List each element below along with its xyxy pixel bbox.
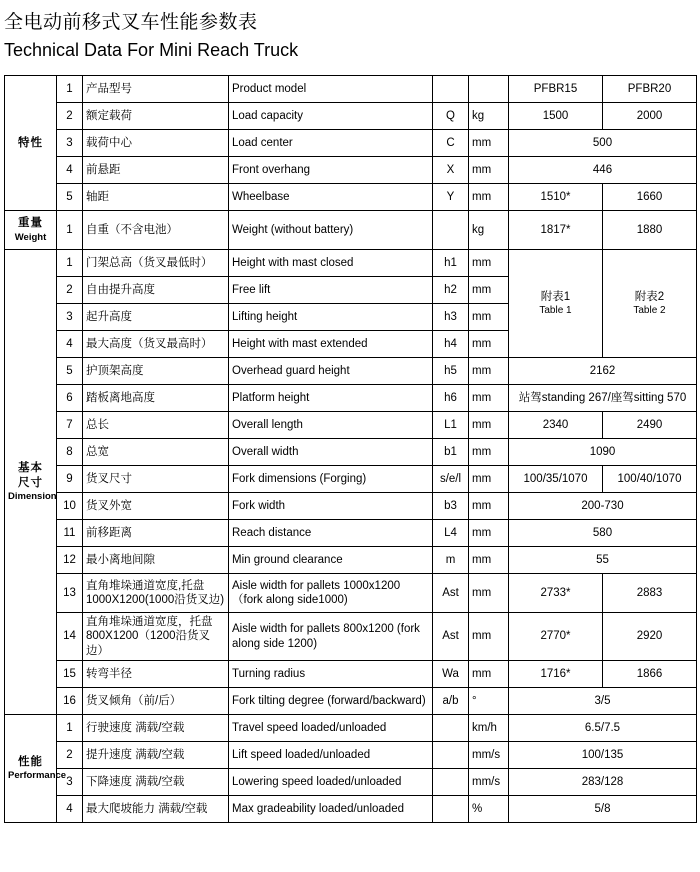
table-row — [5, 547, 697, 574]
row-label-en: Product model — [229, 76, 433, 103]
row-unit: mm — [469, 547, 509, 574]
row-number: 6 — [57, 385, 83, 412]
table-ref-1-cn: 附表1 — [540, 290, 571, 303]
row-number: 13 — [57, 574, 83, 613]
value-model-1: 2733* — [509, 574, 603, 613]
row-label-cn: 直角堆垛通道宽度，托盘800X1200（1200沿货叉边） — [83, 613, 229, 661]
row-number: 10 — [57, 493, 83, 520]
row-unit: mm — [469, 493, 509, 520]
row-number: 1 — [57, 250, 83, 277]
value-model-2: 1880 — [603, 211, 697, 250]
value-shared: 3/5 — [509, 688, 697, 715]
row-label-cn: 踏板离地高度 — [83, 385, 229, 412]
row-label-cn: 行驶速度 满载/空载 — [83, 715, 229, 742]
value-model-2: 2490 — [603, 412, 697, 439]
row-unit: mm — [469, 613, 509, 661]
row-label-cn: 轴距 — [83, 184, 229, 211]
value-shared: 2162 — [509, 358, 697, 385]
row-label-cn: 载荷中心 — [83, 130, 229, 157]
table-row — [5, 211, 697, 250]
row-number: 1 — [57, 76, 83, 103]
table-row — [5, 358, 697, 385]
row-label-en: Overhead guard height — [229, 358, 433, 385]
table-row — [5, 439, 697, 466]
row-symbol — [433, 76, 469, 103]
table-row — [5, 130, 697, 157]
table-row — [5, 574, 697, 613]
table-row — [5, 613, 697, 661]
row-label-en: Height with mast extended — [229, 331, 433, 358]
value-shared: 5/8 — [509, 796, 697, 823]
row-unit: mm — [469, 385, 509, 412]
row-label-cn: 总长 — [83, 412, 229, 439]
row-unit: mm — [469, 520, 509, 547]
row-number: 11 — [57, 520, 83, 547]
row-number: 2 — [57, 103, 83, 130]
row-unit: mm/s — [469, 769, 509, 796]
row-label-en: Front overhang — [229, 157, 433, 184]
value-model-2: 1866 — [603, 661, 697, 688]
row-label-en: Load capacity — [229, 103, 433, 130]
row-symbol: h2 — [433, 277, 469, 304]
table-row — [5, 385, 697, 412]
row-unit: mm — [469, 157, 509, 184]
row-number: 14 — [57, 613, 83, 661]
row-number: 16 — [57, 688, 83, 715]
row-unit: mm — [469, 358, 509, 385]
value-model-2: 100/40/1070 — [603, 466, 697, 493]
row-label-cn: 额定载荷 — [83, 103, 229, 130]
row-symbol: h4 — [433, 331, 469, 358]
row-label-cn: 货叉外宽 — [83, 493, 229, 520]
value-model-2: 2000 — [603, 103, 697, 130]
row-symbol — [433, 796, 469, 823]
value-model-1: 1510* — [509, 184, 603, 211]
row-symbol: L1 — [433, 412, 469, 439]
table-row — [5, 184, 697, 211]
row-label-cn: 下降速度 满载/空载 — [83, 769, 229, 796]
row-label-en: Weight (without battery) — [229, 211, 433, 250]
row-number: 7 — [57, 412, 83, 439]
table-row — [5, 715, 697, 742]
table-row — [5, 412, 697, 439]
value-model-2: PFBR20 — [603, 76, 697, 103]
row-unit: kg — [469, 211, 509, 250]
row-number: 3 — [57, 769, 83, 796]
row-symbol: h3 — [433, 304, 469, 331]
row-symbol: h6 — [433, 385, 469, 412]
row-unit: mm — [469, 439, 509, 466]
row-symbol: Q — [433, 103, 469, 130]
table-row — [5, 796, 697, 823]
value-shared: 100/135 — [509, 742, 697, 769]
row-symbol: s/e/l — [433, 466, 469, 493]
row-unit: mm — [469, 574, 509, 613]
row-label-cn: 最小离地间隙 — [83, 547, 229, 574]
row-label-en: Lifting height — [229, 304, 433, 331]
row-number: 5 — [57, 184, 83, 211]
value-model-1: 100/35/1070 — [509, 466, 603, 493]
row-label-cn: 前移距离 — [83, 520, 229, 547]
row-symbol: b3 — [433, 493, 469, 520]
value-model-1-table-ref — [509, 250, 603, 358]
row-symbol: h5 — [433, 358, 469, 385]
row-unit — [469, 76, 509, 103]
title-block — [0, 10, 700, 63]
row-label-cn: 提升速度 满载/空载 — [83, 742, 229, 769]
row-symbol: a/b — [433, 688, 469, 715]
table-row — [5, 466, 697, 493]
row-label-cn: 护顶架高度 — [83, 358, 229, 385]
group-label-performance-cn: 性能 — [18, 756, 43, 768]
row-number: 9 — [57, 466, 83, 493]
value-model-2: 2920 — [603, 613, 697, 661]
value-model-1: 1716* — [509, 661, 603, 688]
row-label-en: Lift speed loaded/unloaded — [229, 742, 433, 769]
row-unit: mm — [469, 184, 509, 211]
value-shared: 446 — [509, 157, 697, 184]
row-unit: mm — [469, 661, 509, 688]
table-row — [5, 250, 697, 277]
row-symbol: L4 — [433, 520, 469, 547]
row-label-en: Lowering speed loaded/unloaded — [229, 769, 433, 796]
group-label-performance-en: Performance — [8, 770, 67, 782]
row-number: 8 — [57, 439, 83, 466]
value-model-1: 1817* — [509, 211, 603, 250]
value-shared: 283/128 — [509, 769, 697, 796]
table-row — [5, 493, 697, 520]
group-label-performance — [5, 715, 67, 823]
table-row — [5, 661, 697, 688]
row-label-en: Reach distance — [229, 520, 433, 547]
row-unit: mm — [469, 250, 509, 277]
group-label-dimension-cn2: 尺寸 — [18, 476, 43, 489]
row-label-en: Fork dimensions (Forging) — [229, 466, 433, 493]
group-label-dimension-en: Dimension — [8, 491, 57, 502]
row-label-en: Free lift — [229, 277, 433, 304]
value-model-2: 1660 — [603, 184, 697, 211]
row-unit: mm — [469, 130, 509, 157]
row-label-cn: 总宽 — [83, 439, 229, 466]
row-unit: mm — [469, 466, 509, 493]
group-label-weight — [5, 211, 57, 250]
value-model-2: 2883 — [603, 574, 697, 613]
row-label-en: Aisle width for pallets 800x1200 (fork along side 1200) — [229, 613, 433, 661]
row-number: 12 — [57, 547, 83, 574]
row-symbol: Wa — [433, 661, 469, 688]
table-row — [5, 76, 697, 103]
value-model-1: 2340 — [509, 412, 603, 439]
row-symbol: Y — [433, 184, 469, 211]
technical-data-table — [4, 75, 697, 823]
row-symbol: Ast — [433, 613, 469, 661]
row-label-cn: 最大高度（货叉最高时） — [83, 331, 229, 358]
table-row — [5, 742, 697, 769]
table-row — [5, 688, 697, 715]
table-ref-2-en: Table 2 — [633, 305, 666, 317]
row-number: 1 — [57, 715, 83, 742]
row-unit: mm — [469, 277, 509, 304]
group-label-dimension — [5, 250, 57, 715]
row-unit: mm — [469, 412, 509, 439]
row-label-en: Overall width — [229, 439, 433, 466]
row-label-en: Fork width — [229, 493, 433, 520]
row-label-cn: 门架总高（货叉最低时） — [83, 250, 229, 277]
row-label-en: Load center — [229, 130, 433, 157]
group-label-weight-en: Weight — [14, 231, 47, 243]
row-label-en: Turning radius — [229, 661, 433, 688]
row-label-cn: 产品型号 — [83, 76, 229, 103]
row-label-en: Overall length — [229, 412, 433, 439]
group-label-dimension-cn1: 基本 — [18, 462, 43, 475]
value-shared: 500 — [509, 130, 697, 157]
group-label-weight-cn: 重量 — [18, 217, 43, 230]
value-shared: 站驾standing 267/座驾sitting 570 — [509, 385, 697, 412]
row-label-cn: 自重（不含电池） — [83, 211, 229, 250]
row-label-cn: 最大爬坡能力 满载/空载 — [83, 796, 229, 823]
row-number: 15 — [57, 661, 83, 688]
row-label-cn: 货叉倾角（前/后） — [83, 688, 229, 715]
row-unit: % — [469, 796, 509, 823]
row-unit: kg — [469, 103, 509, 130]
row-unit: mm/s — [469, 742, 509, 769]
row-label-en: Travel speed loaded/unloaded — [229, 715, 433, 742]
row-label-en: Fork tilting degree (forward/backward) — [229, 688, 433, 715]
row-label-cn: 转弯半径 — [83, 661, 229, 688]
row-number: 3 — [57, 130, 83, 157]
row-number: 4 — [57, 157, 83, 184]
row-label-en: Aisle width for pallets 1000x1200（fork along side1000) — [229, 574, 433, 613]
row-number: 4 — [57, 796, 83, 823]
row-label-en: Max gradeability loaded/unloaded — [229, 796, 433, 823]
row-label-en: Platform height — [229, 385, 433, 412]
row-symbol — [433, 211, 469, 250]
row-number: 5 — [57, 358, 83, 385]
value-shared: 1090 — [509, 439, 697, 466]
row-number: 2 — [57, 742, 83, 769]
row-label-cn: 直角堆垛通道宽度,托盘1000X1200(1000沿货叉边) — [83, 574, 229, 613]
row-symbol: m — [433, 547, 469, 574]
table-ref-1-en: Table 1 — [539, 305, 572, 317]
table-row — [5, 520, 697, 547]
row-number: 2 — [57, 277, 83, 304]
row-label-en: Wheelbase — [229, 184, 433, 211]
row-label-cn: 自由提升高度 — [83, 277, 229, 304]
value-shared: 55 — [509, 547, 697, 574]
row-unit: mm — [469, 331, 509, 358]
row-symbol: X — [433, 157, 469, 184]
row-label-cn: 前悬距 — [83, 157, 229, 184]
page-title-en: Technical Data For Mini Reach Truck — [4, 40, 299, 60]
row-unit: km/h — [469, 715, 509, 742]
row-unit: mm — [469, 304, 509, 331]
row-number: 4 — [57, 331, 83, 358]
table-row — [5, 103, 697, 130]
row-label-cn: 货叉尺寸 — [83, 466, 229, 493]
table-row — [5, 769, 697, 796]
table-ref-2-cn: 附表2 — [634, 290, 665, 303]
value-model-1: PFBR15 — [509, 76, 603, 103]
value-model-2-table-ref — [603, 250, 697, 358]
row-label-en: Height with mast closed — [229, 250, 433, 277]
row-number: 1 — [57, 211, 83, 250]
row-symbol — [433, 742, 469, 769]
row-symbol: Ast — [433, 574, 469, 613]
value-model-1: 1500 — [509, 103, 603, 130]
value-shared: 200-730 — [509, 493, 697, 520]
page-title-cn: 全电动前移式叉车性能参数表 — [4, 12, 258, 33]
value-shared: 6.5/7.5 — [509, 715, 697, 742]
row-symbol: b1 — [433, 439, 469, 466]
row-unit: ° — [469, 688, 509, 715]
row-number: 3 — [57, 304, 83, 331]
row-symbol: h1 — [433, 250, 469, 277]
value-model-1: 2770* — [509, 613, 603, 661]
group-label-characteristics: 特性 — [5, 76, 57, 211]
table-row — [5, 157, 697, 184]
value-shared: 580 — [509, 520, 697, 547]
row-symbol: C — [433, 130, 469, 157]
row-label-cn: 起升高度 — [83, 304, 229, 331]
row-symbol — [433, 769, 469, 796]
row-symbol — [433, 715, 469, 742]
row-label-en: Min ground clearance — [229, 547, 433, 574]
